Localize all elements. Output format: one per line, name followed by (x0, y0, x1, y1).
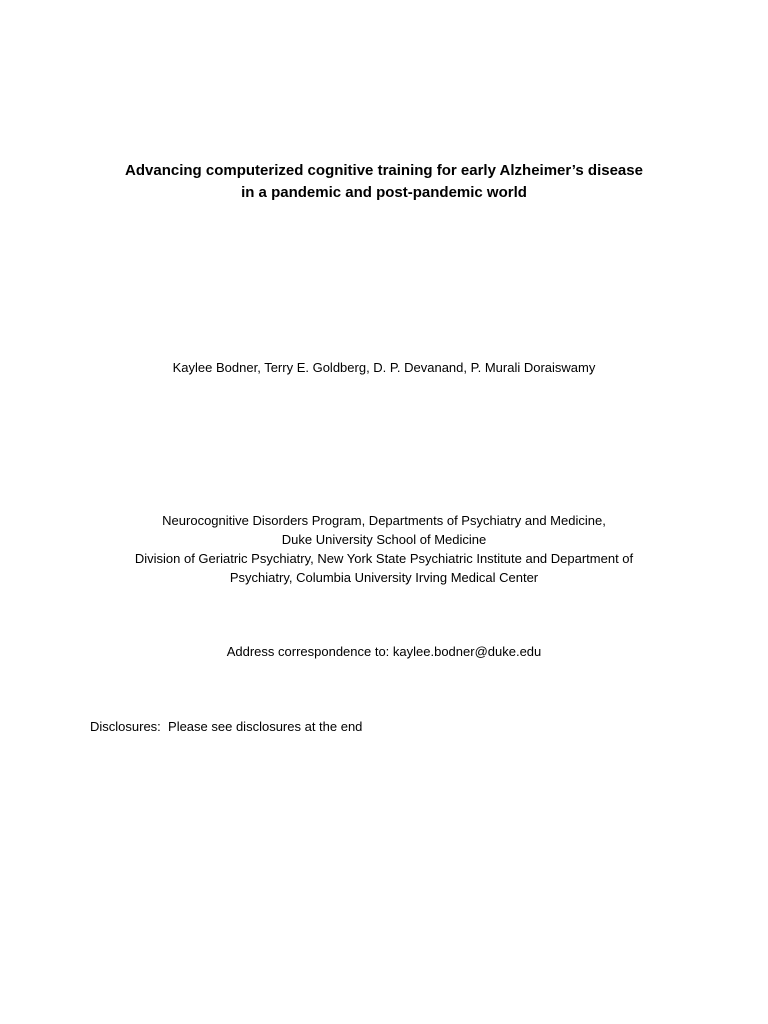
title-line-1: Advancing computerized cognitive training for early Alzheimer’s disease (125, 162, 643, 179)
affiliation-line: Neurocognitive Disorders Program, Departments of Psychiatry and Medicine, (162, 513, 606, 528)
affiliation-line: Psychiatry, Columbia University Irving Medical Center (229, 570, 539, 585)
affiliation-line: Division of Geriatric Psychiatry, New York State Psychiatric Institute and Department of (134, 551, 634, 566)
disclosures-line: Disclosures: Please see disclosures at the end (90, 719, 363, 734)
affiliation-line: Duke University School of Medicine (281, 532, 487, 547)
affiliations (0, 511, 768, 587)
correspondence-line: Address correspondence to: kaylee.bodner@duke.edu (226, 644, 542, 659)
paper-title (0, 160, 768, 204)
title-line-2: in a pandemic and post-pandemic world (241, 184, 527, 201)
author-list: Kaylee Bodner, Terry E. Goldberg, D. P. Devanand, P. Murali Doraiswamy (172, 360, 596, 375)
